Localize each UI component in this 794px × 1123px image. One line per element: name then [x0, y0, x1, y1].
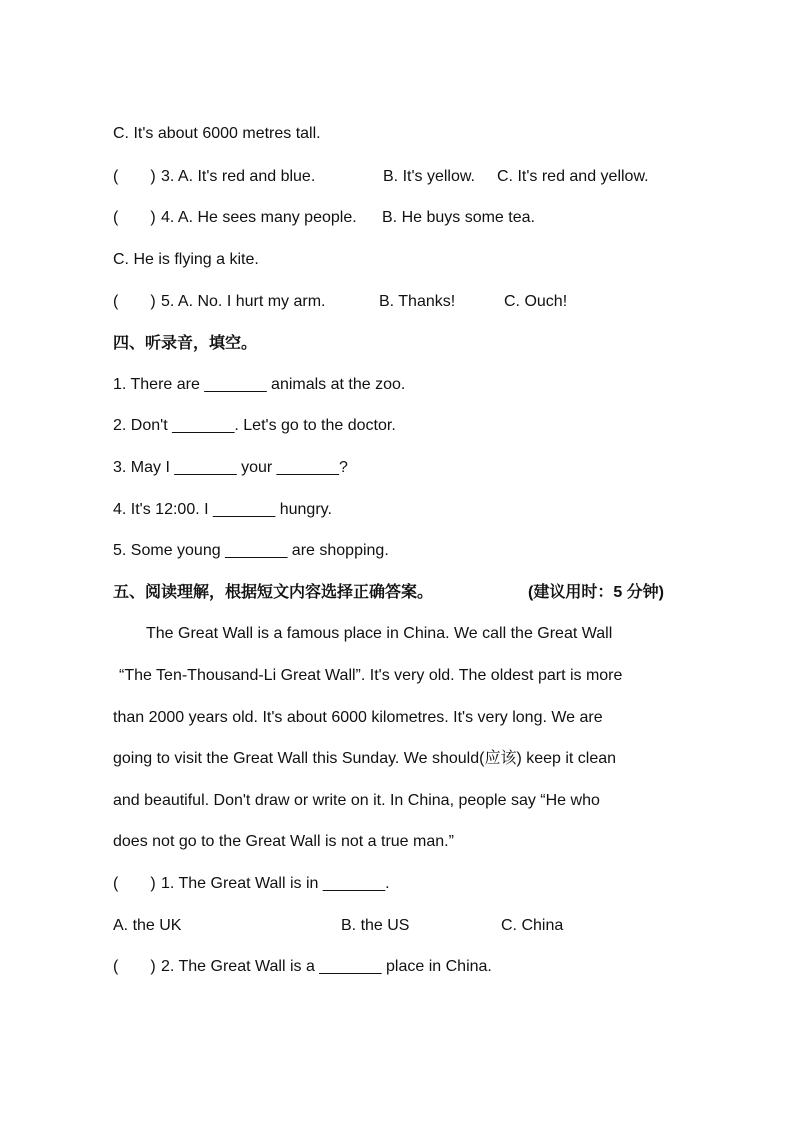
- passage-line-1: The Great Wall is a famous place in China. We call the Great Wall: [146, 625, 613, 642]
- r-q1-option-b: B. the US: [341, 917, 410, 934]
- passage-line-3: than 2000 years old. It's about 6000 kilometres. It's very long. We are: [113, 709, 603, 726]
- q3-option-b: B. It's yellow.: [383, 168, 475, 185]
- fill-item-2: 2. Don't _______. Let's go to the doctor.: [113, 417, 396, 434]
- q2-option-c: C. It's about 6000 metres tall.: [113, 125, 321, 142]
- q5-option-a: 5. A. No. I hurt my arm.: [161, 293, 326, 310]
- q4-option-a: 4. A. He sees many people.: [161, 209, 357, 226]
- q5-answer-paren[interactable]: ( ): [113, 293, 156, 310]
- passage-line-5: and beautiful. Don't draw or write on it. In China, people say “He who: [113, 792, 600, 809]
- r-q1-answer-paren[interactable]: ( ): [113, 875, 156, 892]
- r-q1-option-a: A. the UK: [113, 917, 182, 934]
- fill-item-4: 4. It's 12:00. I _______ hungry.: [113, 501, 332, 518]
- q3-option-a: 3. A. It's red and blue.: [161, 168, 316, 185]
- r-q1-stem: 1. The Great Wall is in _______.: [161, 875, 390, 892]
- q4-option-b: B. He buys some tea.: [382, 209, 535, 226]
- passage-line-4: going to visit the Great Wall this Sunday. We should(应该) keep it clean: [113, 750, 617, 767]
- q3-answer-paren[interactable]: ( ): [113, 168, 156, 185]
- q4-option-c: C. He is flying a kite.: [113, 251, 259, 268]
- r-q2-stem: 2. The Great Wall is a _______ place in China.: [161, 958, 492, 975]
- fill-item-1: 1. There are _______ animals at the zoo.: [113, 376, 406, 393]
- q4-answer-paren[interactable]: ( ): [113, 209, 156, 226]
- q5-option-c: C. Ouch!: [504, 293, 568, 310]
- r-q2-answer-paren[interactable]: ( ): [113, 958, 156, 975]
- passage-line-2: “The Ten-Thousand-Li Great Wall”. It's very old. The oldest part is more: [119, 667, 623, 684]
- q3-option-c: C. It's red and yellow.: [497, 168, 649, 185]
- section5-time-note: (建议用时：5 分钟): [528, 584, 665, 601]
- fill-item-3: 3. May I _______ your _______?: [113, 459, 348, 476]
- r-q1-option-c: C. China: [501, 917, 564, 934]
- q5-option-b: B. Thanks!: [379, 293, 456, 310]
- section4-heading: 四、听录音，填空。: [113, 335, 258, 352]
- fill-item-5: 5. Some young _______ are shopping.: [113, 542, 389, 559]
- passage-line-6: does not go to the Great Wall is not a true man.”: [113, 833, 454, 850]
- section5-heading: 五、阅读理解，根据短文内容选择正确答案。: [113, 584, 434, 601]
